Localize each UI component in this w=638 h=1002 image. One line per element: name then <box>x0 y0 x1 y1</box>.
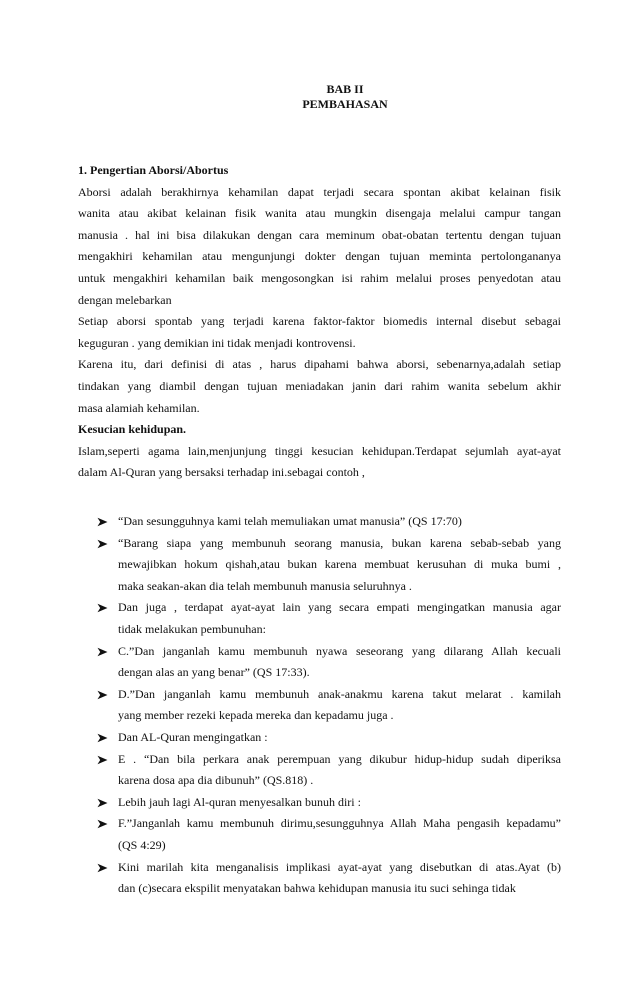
arrow-bullet-icon <box>95 597 109 622</box>
arrow-bullet-icon <box>95 857 109 882</box>
paragraph-line: dengan melebarkan <box>78 292 172 307</box>
section2-paragraph <box>78 441 561 484</box>
section-heading-aborsi: 1. Pengertian Aborsi/Abortus <box>78 163 229 177</box>
arrow-bullet-icon <box>95 813 109 838</box>
paragraph-line: untuk mengakhiri kehamilan baik mengosongkan isi rahim melalui proses penyedotan atau <box>78 270 561 285</box>
section-heading-kesucian: Kesucian kehidupan. <box>78 422 187 437</box>
list-item-line: “Barang siapa yang membunuh seorang manusia, bukan karena sebab-sebab yang <box>118 535 561 550</box>
list-item <box>95 533 561 598</box>
list-item-line: C.”Dan janganlah kamu membunuh nyawa seseorang yang dilarang Allah kecuali <box>118 643 561 658</box>
list-item-line: Lebih jauh lagi Al-quran menyesalkan bunuh diri : <box>118 794 361 809</box>
list-item-line: Dan AL-Quran mengingatkan : <box>118 729 268 744</box>
list-item-line: dengan alas an yang benar” (QS 17:33). <box>118 665 310 680</box>
list-item-line: Dan juga , terdapat ayat-ayat lain yang secara empati mengingatkan manusia agar <box>118 600 561 615</box>
paragraph-line: tindakan yang diambil dengan tujuan meniadakan janin dari rahim wanita sebelum akhir <box>78 378 561 393</box>
list-item-line: mewajibkan hokum qishah,atau bukan karena membuat kerusuhan di muka bumi , <box>118 557 561 572</box>
list-item <box>95 684 561 727</box>
list-item-line: F.”Janganlah kamu membunuh dirimu,sesungguhnya Allah Maha pengasih kepadamu” <box>118 816 561 831</box>
bullet-list <box>95 511 561 900</box>
list-item <box>95 813 561 856</box>
paragraph-line: dalam Al-Quran yang bersaksi terhadap ini.sebagai contoh , <box>78 465 365 480</box>
arrow-bullet-icon <box>95 684 109 709</box>
list-item <box>95 749 561 792</box>
list-item-line: Kini marilah kita menganalisis implikasi ayat-ayat yang disebutkan di atas.Ayat (b) <box>118 859 561 874</box>
arrow-bullet-icon <box>95 533 109 558</box>
list-item <box>95 641 561 684</box>
list-item <box>95 597 561 640</box>
list-item <box>95 511 561 533</box>
body-text <box>78 160 561 484</box>
paragraph-line: Aborsi adalah berakhirnya kehamilan dapat terjadi secara spontan akibat kelainan fisik <box>78 184 561 199</box>
paragraph-line: wanita atau akibat kelainan fisik wanita atau mungkin disengaja melalui campur tangan <box>78 206 561 221</box>
paragraph-line: Setiap aborsi spontab yang terjadi karena faktor-faktor biomedis internal disebut sebagai <box>78 314 561 329</box>
list-item-line: E . “Dan bila perkara anak perempuan yang dikubur hidup-hidup sudah diperiksa <box>118 751 561 766</box>
paragraph-line: keguguran . yang demikian ini tidak menjadi kontrovensi. <box>78 335 356 350</box>
section1-paragraph <box>78 182 561 420</box>
arrow-bullet-icon <box>95 641 109 666</box>
arrow-bullet-icon <box>95 749 109 774</box>
paragraph-line: mengakhiri kehamilan atau mengunjungi dokter dengan tujuan meminta pertolongananya <box>78 249 561 264</box>
list-item-line: maka seakan-akan dia telah membunuh manusia seluruhnya . <box>118 578 412 593</box>
list-item-line: (QS 4:29) <box>118 837 166 852</box>
list-item-line: karena dosa apa dia dibunuh” (QS.818) . <box>118 773 314 788</box>
list-item <box>95 727 561 749</box>
paragraph-line: Islam,seperti agama lain,menjunjung tinggi kesucian kehidupan.Terdapat sejumlah ayat-ayat <box>78 443 561 458</box>
list-item-line: “Dan sesungguhnya kami telah memuliakan umat manusia” (QS 17:70) <box>118 514 462 528</box>
paragraph-line: manusia . hal ini bisa dilakukan dengan cara meminum obat-obatan tertentu dengan tujuan <box>78 227 561 242</box>
chapter-heading: BAB II <box>326 82 364 96</box>
list-item-line: tidak melakukan pembunuhan: <box>118 621 266 636</box>
list-item-line: dan (c)secara ekspilit menyatakan bahwa kehidupan manusia itu suci sehinga tidak <box>118 881 516 896</box>
paragraph-line: Karena itu, dari definisi di atas , harus dipahami bahwa aborsi, sebenarnya,adalah setiap <box>78 357 561 372</box>
list-item-line: yang member rezeki kepada mereka dan kepadamu juga . <box>118 708 394 723</box>
list-item <box>95 857 561 900</box>
paragraph-line: masa alamiah kehamilan. <box>78 400 200 415</box>
list-item-line: D.”Dan janganlah kamu membunuh anak-anakmu karena takut melarat . kamilah <box>118 686 561 701</box>
chapter-title: PEMBAHASAN <box>302 97 388 111</box>
list-item <box>95 792 561 814</box>
